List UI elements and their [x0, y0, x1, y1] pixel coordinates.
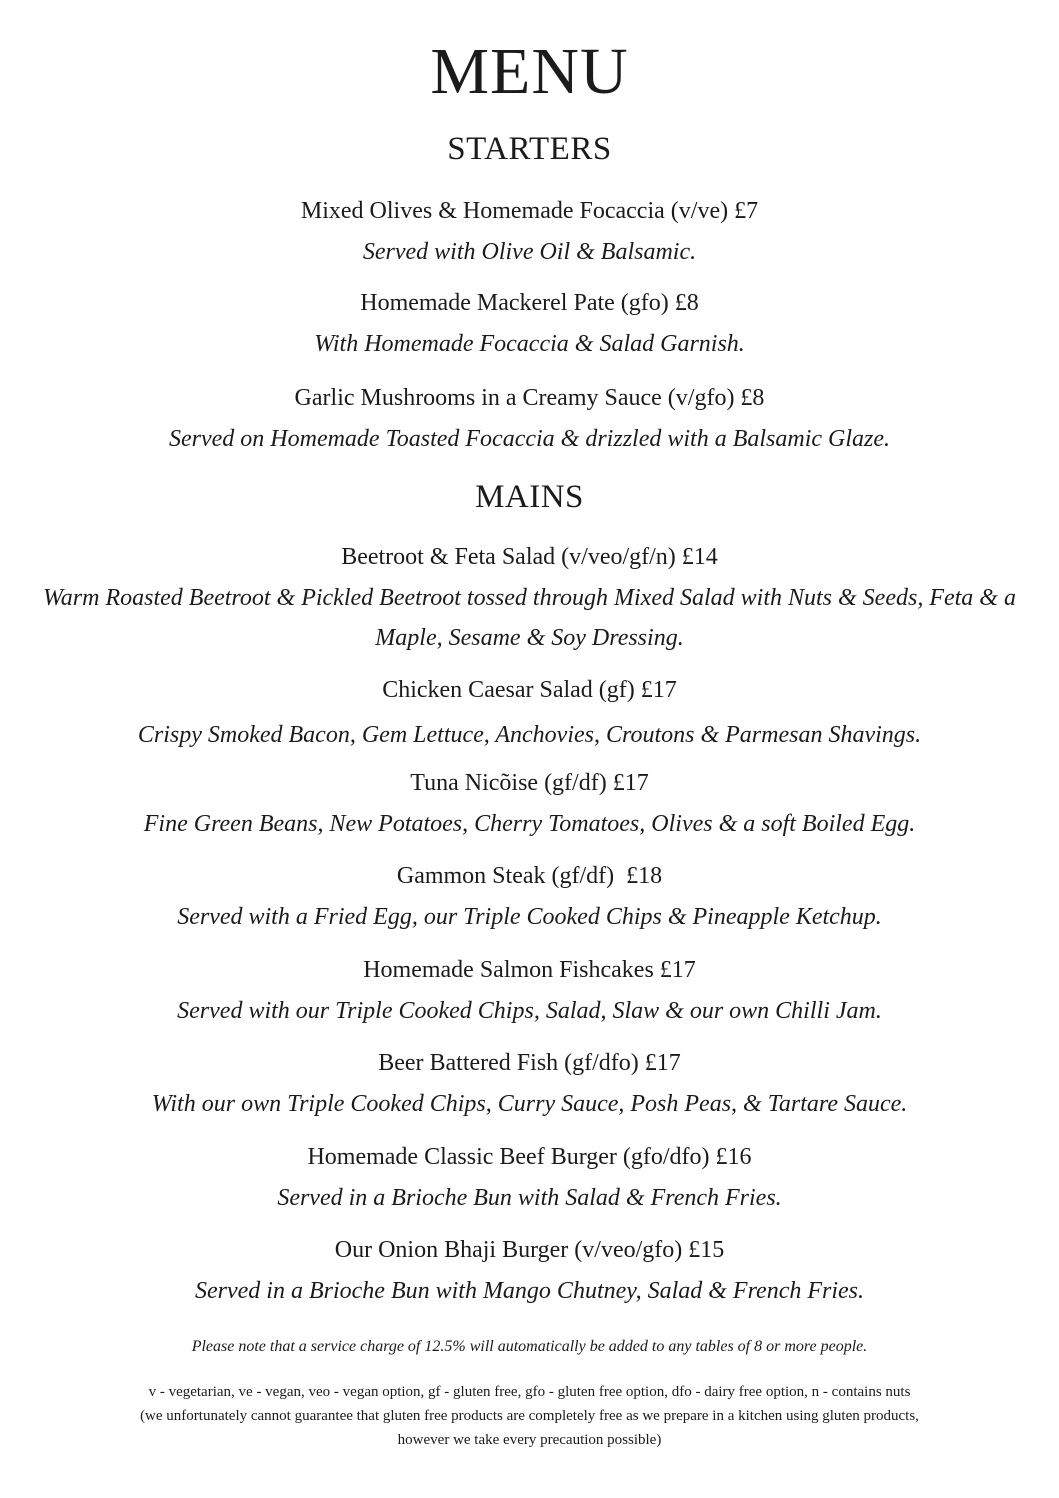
starters-heading: STARTERS	[447, 131, 612, 167]
main-item	[0, 1235, 1059, 1311]
dish-description: Served with our Triple Cooked Chips, Salad, Slaw & our own Chilli Jam.	[177, 998, 882, 1024]
dish-description: Served in a Brioche Bun with Salad & French Fries.	[277, 1185, 782, 1211]
main-item	[0, 1048, 1059, 1124]
starter-item	[0, 196, 1059, 272]
dish-description: Served on Homemade Toasted Focaccia & drizzled with a Balsamic Glaze.	[168, 426, 891, 452]
dish-name: Beetroot & Feta Salad (v/veo/gf/n) £14	[341, 544, 718, 570]
dish-description: Warm Roasted Beetroot & Pickled Beetroot tossed through Mixed Salad with Nuts & Seeds, Feta & a Maple, Sesame & Soy Dressing.	[43, 585, 1016, 651]
main-item	[0, 768, 1059, 844]
main-item	[0, 861, 1059, 937]
dish-description: Served in a Brioche Bun with Mango Chutney, Salad & French Fries.	[195, 1278, 864, 1304]
dish-name: Mixed Olives & Homemade Focaccia (v/ve) £7	[300, 198, 759, 224]
gluten-disclaimer-line-2: however we take every precaution possible)	[397, 1432, 662, 1448]
dish-name: Garlic Mushrooms in a Creamy Sauce (v/gfo) £8	[294, 385, 765, 411]
dietary-footnotes	[0, 1380, 1059, 1452]
starter-item	[0, 383, 1059, 459]
service-charge-note: Please note that a service charge of 12.5% will automatically be added to any tables of 8 or more people.	[191, 1338, 868, 1355]
dietary-key: v - vegetarian, ve - vegan, veo - vegan option, gf - gluten free, gfo - gluten free option, dfo - dairy free option, n - contains nuts	[148, 1384, 911, 1400]
starter-item	[0, 288, 1059, 364]
main-item	[0, 542, 1059, 658]
main-item	[0, 1142, 1059, 1218]
main-item	[0, 955, 1059, 1031]
dish-name: Chicken Caesar Salad (gf) £17	[382, 677, 677, 703]
mains-heading: MAINS	[475, 479, 584, 515]
dish-name: Tuna Nicõise (gf/df) £17	[410, 770, 649, 796]
dish-name: Homemade Mackerel Pate (gfo) £8	[360, 290, 699, 316]
dish-name: Our Onion Bhaji Burger (v/veo/gfo) £15	[334, 1237, 725, 1263]
dish-description: Fine Green Beans, New Potatoes, Cherry Tomatoes, Olives & a soft Boiled Egg.	[143, 811, 916, 837]
dish-name: Beer Battered Fish (gf/dfo) £17	[378, 1050, 681, 1076]
dish-name: Homemade Salmon Fishcakes £17	[363, 957, 696, 983]
dish-description: Served with a Fried Egg, our Triple Cooked Chips & Pineapple Ketchup.	[177, 904, 882, 930]
dish-name: Homemade Classic Beef Burger (gfo/dfo) £16	[307, 1144, 752, 1170]
dish-description: With Homemade Focaccia & Salad Garnish.	[314, 331, 745, 357]
gluten-disclaimer-line-1: (we unfortunately cannot guarantee that gluten free products are completely free as we prepare in a kitchen using gluten products,	[140, 1408, 919, 1424]
dish-name: Gammon Steak (gf/df) £18	[396, 863, 663, 889]
dish-description: With our own Triple Cooked Chips, Curry Sauce, Posh Peas, & Tartare Sauce.	[151, 1091, 908, 1117]
main-item	[0, 675, 1059, 755]
menu-title: MENU	[430, 35, 629, 108]
dish-description: Crispy Smoked Bacon, Gem Lettuce, Anchovies, Croutons & Parmesan Shavings.	[137, 722, 922, 748]
dish-description: Served with Olive Oil & Balsamic.	[362, 239, 697, 265]
